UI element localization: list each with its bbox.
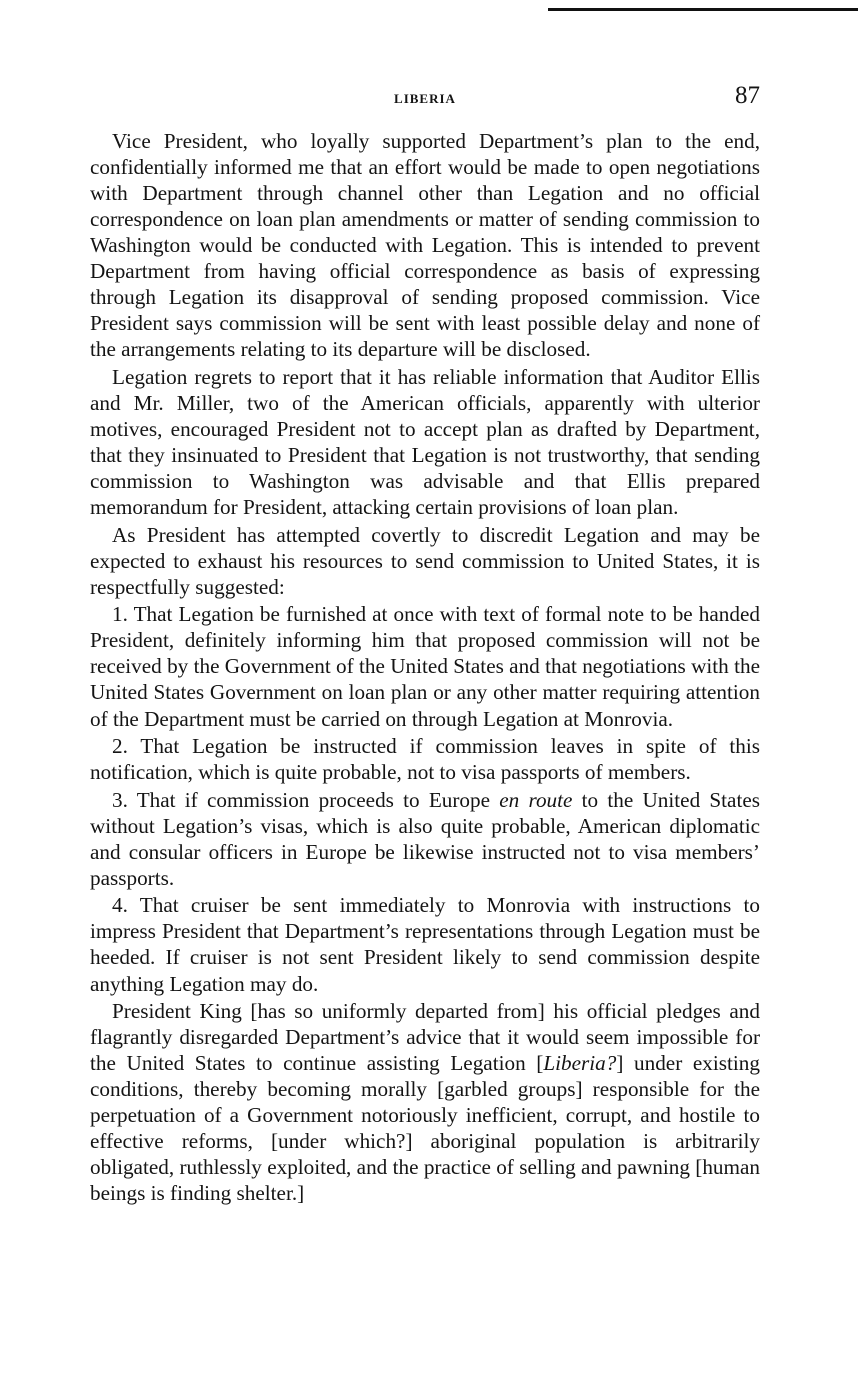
page-number: 87 xyxy=(735,82,760,109)
page-header xyxy=(90,84,760,114)
paragraph-president-king-start: President King [has so uniformly departed from] his official pledges and flagrantly disregarded Department’s advice that it would seem impossible for the United States to continue assisting Legation [ xyxy=(90,999,760,1076)
running-title: LIBERIA xyxy=(394,91,456,106)
paragraph-suggestions-intro: As President has attempted covertly to discredit Legation and may be expected to exhaust his resources to send commission to United States, it is respectfully suggested: xyxy=(90,522,760,599)
paragraph-president-king-end: ] under existing conditions, thereby becoming morally [garbled groups] responsible for the perpetuation of a Government notoriously inefficient, corrupt, and hostile to effective reforms, [under which?] aboriginal population is arbitrarily obligated, ruthlessly exploited, and the practice of selling and pawning [human beings is finding shelter.] xyxy=(90,1051,760,1206)
suggestion-item-4: 4. That cruiser be sent immediately to Monrovia with instructions to impress President that Department’s representations through Legation must be heeded. If cruiser is not sent President likely to send commission despite anything Legation may do. xyxy=(90,893,760,996)
paragraph-vice-president: Vice President, who loyally supported Department’s plan to the end, confidentially informed me that an effort would be made to open negotiations with Department through channel other than Legation and no official correspondence on loan plan amendments or matter of sending commission to Washington would be conducted with Legation. This is intended to prevent Department from having official correspondence as basis of expressing through Legation its disapproval of sending proposed commission. Vice President says commission will be sent with least possible delay and none of the arrangements relating to its departure will be disclosed. xyxy=(90,129,760,362)
paragraph-president-king-italic: Liberia? xyxy=(543,1051,617,1076)
page-body xyxy=(90,128,760,1208)
suggestion-item-2: 2. That Legation be instructed if commission leaves in spite of this notification, which is quite probable, not to visa passports of members. xyxy=(90,734,760,785)
paragraph-legation-regrets: Legation regrets to report that it has reliable information that Auditor Ellis and Mr. Miller, two of the American officials, apparently with ulterior motives, encouraged President not to accept plan as drafted by Department, that they insinuated to President that Legation is not trustworthy, that sending commission to Washington was advisable and that Ellis prepared memorandum for President, attacking certain provisions of loan plan. xyxy=(90,364,760,520)
suggestion-item-3-end: to the United States without Legation’s visas, which is also quite probable, American diplomatic and consular officers in Europe be likewise instructed not to visa members’ passports. xyxy=(90,787,760,890)
suggestion-item-3-start: 3. That if commission proceeds to Europe xyxy=(112,787,500,812)
paragraph-president-king xyxy=(90,998,760,1206)
top-rule xyxy=(548,8,858,11)
suggestion-item-3 xyxy=(90,787,760,891)
suggestion-item-3-italic: en route xyxy=(499,787,573,812)
suggestion-item-1: 1. That Legation be furnished at once with text of formal note to be handed President, definitely informing him that proposed commission will not be received by the Government of the United States and that negotiations with the United States Government on loan plan or any other matter requiring attention of the Department must be carried on through Legation at Monrovia. xyxy=(90,602,760,731)
